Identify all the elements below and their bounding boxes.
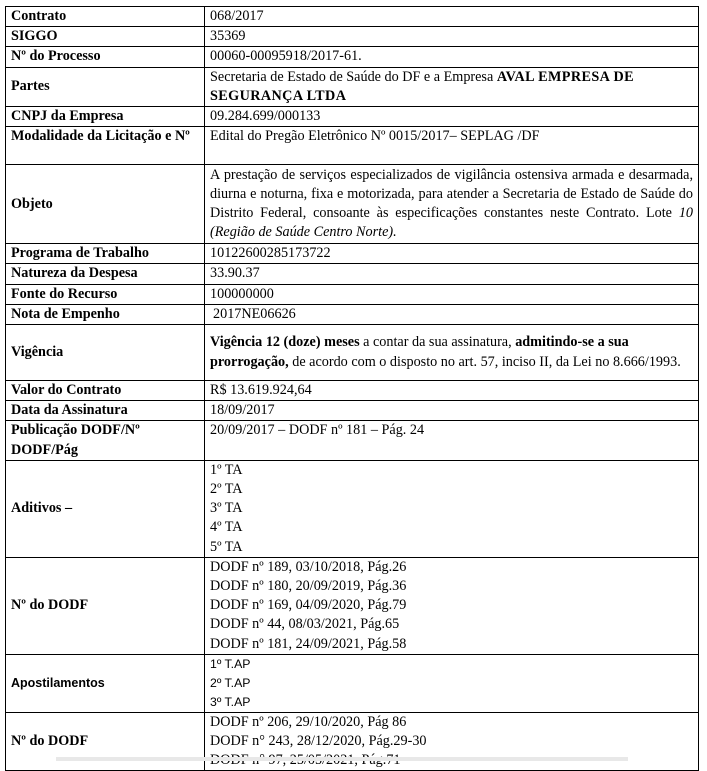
value-dodf-aditivos [205, 557, 699, 654]
label-modalidade: Modalidade da Licitação e Nº [6, 127, 205, 165]
label-valor: Valor do Contrato [6, 381, 205, 401]
value-assinatura: 18/09/2017 [205, 401, 699, 421]
row-objeto [6, 165, 699, 244]
value-fonte: 100000000 [205, 284, 699, 304]
aditivo-item: 4º TA [210, 519, 243, 536]
row-aditivos [6, 460, 699, 557]
row-partes [6, 67, 699, 106]
vigencia-text-1: a contar da sua assinatura, [359, 334, 516, 351]
label-cnpj: CNPJ da Empresa [6, 107, 205, 127]
contract-summary-table [5, 6, 699, 771]
label-objeto: Objeto [6, 165, 205, 244]
vigencia-term: Vigência 12 (doze) meses [210, 334, 360, 351]
value-publicacao: 20/09/2017 – DODF nº 181 – Pág. 24 [205, 421, 699, 460]
value-cnpj: 09.284.699/000133 [205, 107, 699, 127]
value-siggo: 35369 [205, 27, 699, 47]
row-publicacao [6, 421, 699, 460]
row-siggo [6, 27, 699, 47]
value-valor: R$ 13.619.924,64 [205, 381, 699, 401]
apostilamento-item: 1º T.AP [210, 656, 251, 671]
aditivo-item: 3º TA [210, 500, 243, 517]
aditivo-item: 5º TA [210, 538, 243, 555]
label-publicacao: Publicação DODF/Nº DODF/Pág [6, 421, 205, 460]
label-vigencia: Vigência [6, 325, 205, 381]
value-objeto [205, 165, 699, 244]
row-dodf-apostilamentos [6, 712, 699, 771]
label-processo: Nº do Processo [6, 47, 205, 67]
row-natureza [6, 264, 699, 284]
objeto-text: A prestação de serviços especializados de vigilância ostensiva armada e desarmada, diurna e noturna, fixa e motorizada, para atender a Secretaria de Estado de Saúde do Distrito Federal, consoante às especificações constantes neste Contrato. Lote [210, 166, 693, 222]
label-siggo: SIGGO [6, 27, 205, 47]
apostilamento-item: 3º T.AP [210, 694, 251, 709]
label-dodf-apostilamentos: Nº do DODF [6, 712, 205, 771]
value-processo: 00060-00095918/2017-61. [205, 47, 699, 67]
label-assinatura: Data da Assinatura [6, 401, 205, 421]
value-apostilamentos [205, 654, 699, 712]
partes-company-name: AVAL EMPRESA DE SEGURANÇA LTDA [210, 68, 634, 104]
apostilamento-item: 2º T.AP [210, 675, 251, 690]
dodf-item: DODF nº 44, 08/03/2021, Pág.65 [210, 616, 400, 633]
dodf-item: DODF nº 189, 03/10/2018, Pág.26 [210, 558, 407, 575]
dodf-item: DODF nº 206, 29/10/2020, Pág 86 [210, 713, 407, 730]
value-empenho: 2017NE06626 [205, 304, 699, 324]
label-contrato: Contrato [6, 7, 205, 27]
row-assinatura [6, 401, 699, 421]
objeto-lote: 10 (Região de Saúde Centro Norte). [210, 205, 693, 241]
value-natureza: 33.90.37 [205, 264, 699, 284]
row-fonte [6, 284, 699, 304]
row-cnpj [6, 107, 699, 127]
label-programa: Programa de Trabalho [6, 244, 205, 264]
page-edge-divider [56, 757, 628, 761]
label-natureza: Natureza da Despesa [6, 264, 205, 284]
value-partes [205, 67, 699, 106]
dodf-item: DODF nº 180, 20/09/2019, Pág.36 [210, 578, 407, 595]
aditivo-item: 1º TA [210, 461, 243, 478]
row-modalidade [6, 127, 699, 165]
row-programa [6, 244, 699, 264]
row-valor [6, 381, 699, 401]
value-modalidade: Edital do Pregão Eletrônico Nº 0015/2017– SEPLAG /DF [205, 127, 699, 165]
partes-text: Secretaria de Estado de Saúde do DF e a Empresa [210, 68, 497, 85]
dodf-item: DODF n° 243, 28/12/2020, Pág.29-30 [210, 733, 427, 750]
row-apostilamentos [6, 654, 699, 712]
label-aditivos: Aditivos – [6, 460, 205, 557]
row-processo [6, 47, 699, 67]
label-fonte: Fonte do Recurso [6, 284, 205, 304]
aditivo-item: 2º TA [210, 481, 243, 498]
label-dodf-aditivos: Nº do DODF [6, 557, 205, 654]
value-dodf-apostilamentos [205, 712, 699, 771]
value-programa: 10122600285173722 [205, 244, 699, 264]
row-contrato [6, 7, 699, 27]
row-dodf-aditivos [6, 557, 699, 654]
value-contrato: 068/2017 [205, 7, 699, 27]
vigencia-text-2: de acordo com o disposto no art. 57, inciso II, da Lei no 8.666/1993. [288, 353, 681, 370]
row-empenho [6, 304, 699, 324]
label-empenho: Nota de Empenho [6, 304, 205, 324]
label-apostilamentos: Apostilamentos [6, 654, 205, 712]
dodf-item: DODF nº 181, 24/09/2021, Pág.58 [210, 635, 407, 652]
label-partes: Partes [6, 67, 205, 106]
value-aditivos [205, 460, 699, 557]
row-vigencia [6, 325, 699, 381]
dodf-item: DODF nº 169, 04/09/2020, Pág.79 [210, 597, 407, 614]
vigencia-extension: admitindo-se a sua prorrogação, [210, 334, 629, 370]
value-vigencia [205, 325, 699, 381]
